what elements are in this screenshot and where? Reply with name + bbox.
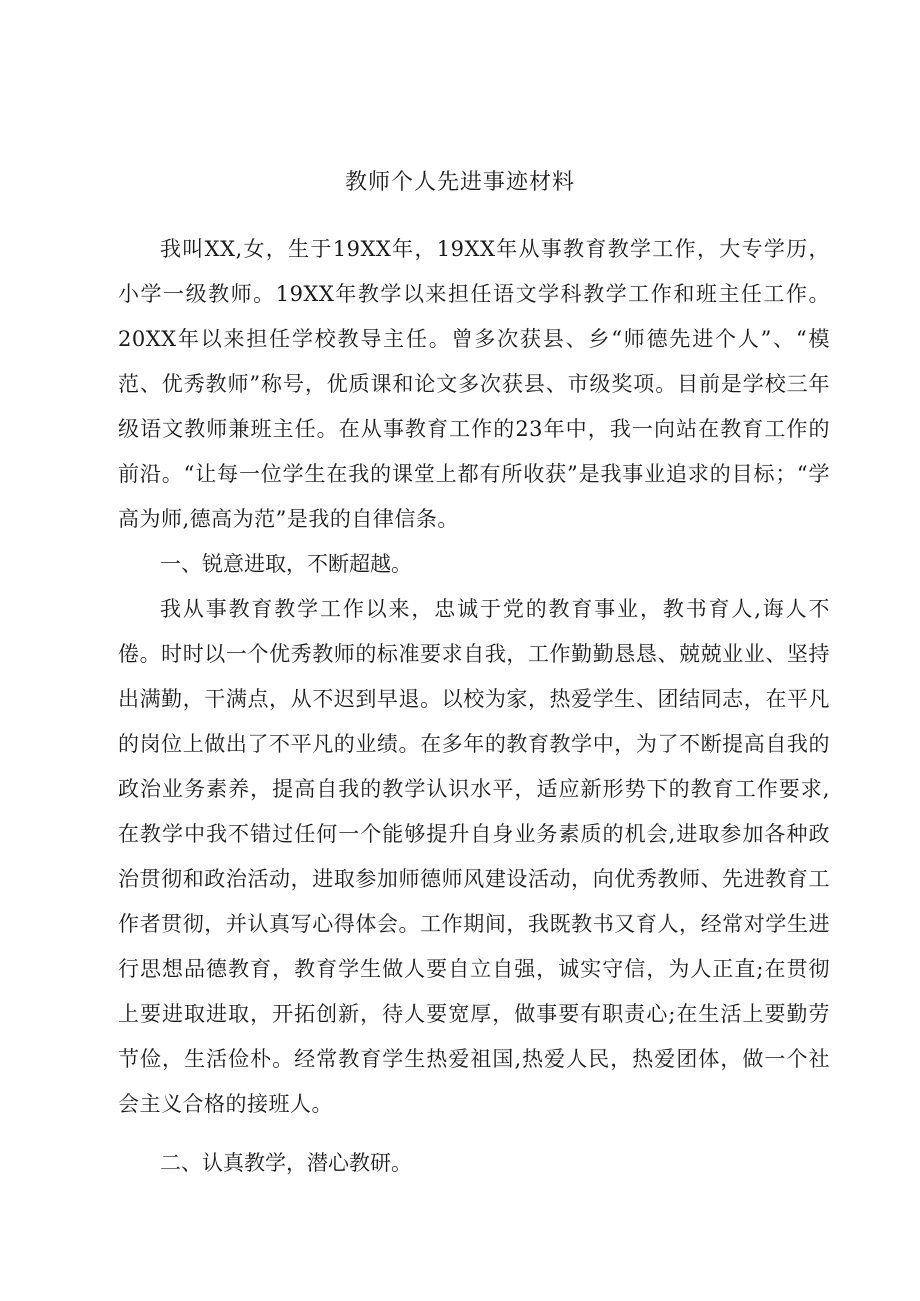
section-1-paragraph: 我从事教育教学工作以来，忠诚于党的教育事业，教书育人,诲人不倦。时时以一个优秀教师的标准要求自我，工作勤勤恳恳、兢兢业业、坚持出满勤，干满点，从不迟到早退。以校为家，热爱学生、团结同志，在平凡的岗位上做出了不平凡的业绩。在多年的教育教学中，为了不断提高自我的政治业务素养，提高自我的教学认识水平，适应新形势下的教育工作要求,在教学中我不错过任何一个能够提升自身业务素质的机会,进取参加各种政治贯彻和政治活动，进取参加师德师风建设活动，向优秀教师、先进教育工作者贯彻，并认真写心得体会。工作期间，我既教书又育人，经常对学生进行思想品德教育，教育学生做人要自立自强，诚实守信，为人正直;在贯彻上要进取进取，开拓创新，待人要宽厚，做事要有职责心;在生活上要勤劳节俭，生活俭朴。经常教育学生热爱祖国,热爱人民，热爱团体，做一个社会主义合格的接班人。 (118, 597, 830, 1116)
intro-paragraph: 我叫XX,女，生于19XX年，19XX年从事教育教学工作，大专学历，小学一级教师。19XX年教学以来担任语文学科教学工作和班主任工作。20XX年以来担任学校教导主任。曾多次获县、乡“师德先进个人”、“模范、优秀教师”称号，优质课和论文多次获县、市级奖项。目前是学校三年级语文教师兼班主任。在从事教育工作的23年中，我一向站在教育工作的前沿。“让每一位学生在我的课堂上都有所收获”是我事业追求的目标；“学高为师,德高为范”是我的自律信条。 (118, 237, 830, 531)
document-title: 教师个人先进事迹材料 (344, 170, 575, 195)
section-2-heading: 二、认真教学，潜心教研。 (160, 1151, 412, 1175)
document-body (118, 227, 830, 1186)
section-1-heading: 一、锐意进取，不断超越。 (160, 552, 412, 576)
